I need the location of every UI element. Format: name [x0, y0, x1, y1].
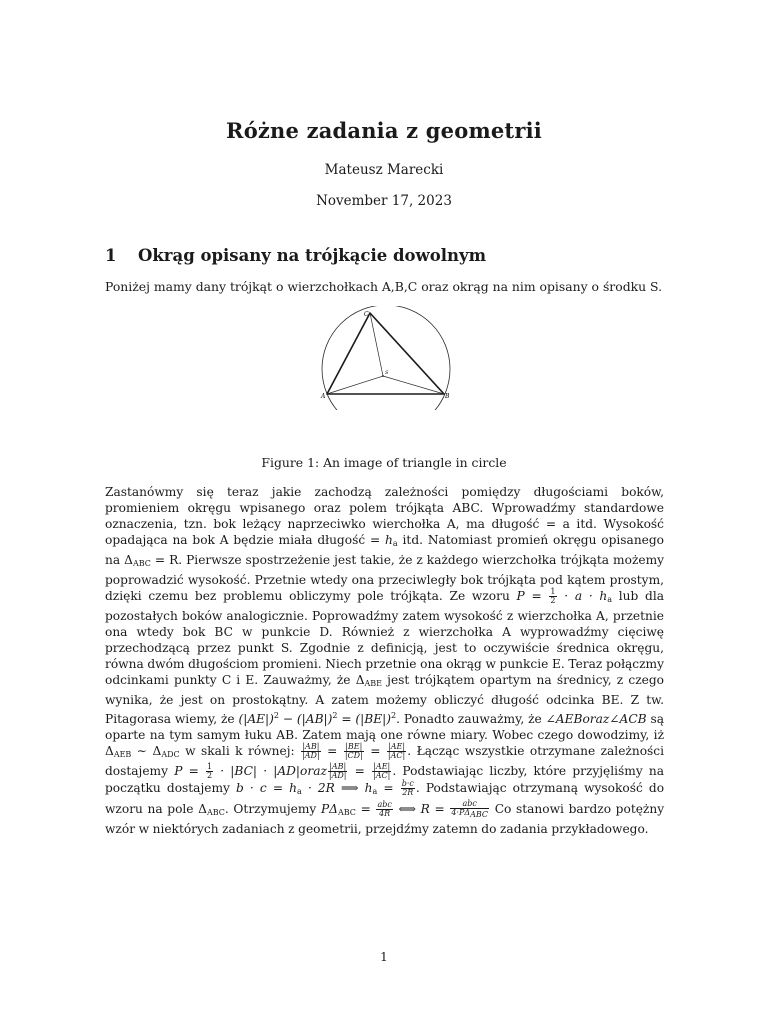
fraction-denominator: |CD| — [344, 751, 363, 760]
center-label-s: S — [385, 370, 389, 376]
body-text: są oparte na tym samym łuku AB. Zatem mają one równe miary. Wobec czego dowodzimy, iż — [105, 712, 664, 742]
section-number: 1 — [105, 246, 117, 265]
math-symbol: = — [354, 764, 365, 778]
fraction-numerator: |BE| — [345, 742, 363, 751]
math-fraction — [450, 800, 489, 819]
body-text: . Podstawiając otrzymaną wysokość do wzoru na pole — [105, 781, 665, 816]
math-subscript: ABE — [364, 679, 382, 688]
math-subscript: ABC — [132, 559, 151, 568]
math-formula: − (|AB|) — [282, 712, 333, 726]
math-subscript: a — [297, 787, 302, 796]
math-symbol: h — [385, 533, 393, 547]
math-symbol: Δ — [152, 744, 162, 758]
fraction-denominator: 4R — [379, 809, 391, 818]
section-title: Okrąg opisany na trójkącie dowolnym — [138, 246, 487, 265]
math-superscript: 2 — [273, 711, 279, 720]
intro-paragraph: Poniżej mamy dany trójkąt o wierzchołkach A,B,C oraz okrąg na nim opisany o środku S. — [105, 279, 663, 294]
fraction-denominator: |AC| — [373, 771, 391, 780]
math-subscript: AEB — [113, 750, 132, 759]
fraction-numerator: |AE| — [388, 742, 406, 751]
segment-cs — [370, 313, 383, 376]
body-text: = R. Pierwsze spostrzeżenie jest takie, że z każdego wierzchołka trójkąta możemy poprowadzić wysokość. Przetnie wtedy ona przeciwległy bok trójkąta pod kątem prostym, dzięki czemu bez problemu obliczymy pole trójkąta. Ze wzoru — [105, 553, 665, 603]
body-text: . Podstawiając liczby, które przyjęliśmy na początku dostajemy — [105, 764, 665, 795]
fraction-denominator-text: 4·PΔ — [451, 808, 471, 817]
math-subscript: ABC — [337, 808, 356, 817]
math-superscript: 2 — [332, 711, 338, 720]
math-superscript: 2 — [391, 711, 397, 720]
math-fraction — [376, 801, 392, 818]
triangle-in-circle-figure — [314, 306, 462, 410]
math-symbol: h — [364, 781, 373, 795]
iff-symbol: ⟺ — [398, 802, 416, 816]
math-formula: PΔ — [320, 802, 338, 816]
math-symbol: ∼ — [136, 744, 148, 758]
document-author: Mateusz Marecki — [324, 162, 444, 178]
fraction-numerator: b·c — [401, 779, 414, 788]
section-heading — [105, 246, 665, 265]
math-formula: · 2R — [307, 781, 335, 795]
fraction-denominator — [450, 809, 489, 819]
vertex-label-c: C — [364, 311, 369, 318]
body-text: . Ponadto zauważmy, że — [396, 712, 542, 726]
math-formula: b · c = h — [236, 781, 298, 795]
math-formula: R = — [420, 802, 445, 816]
math-symbol: = — [383, 781, 394, 795]
fraction-numerator: |AE| — [373, 762, 391, 771]
math-subscript: a — [607, 595, 613, 604]
math-formula: · a · h — [564, 589, 608, 603]
math-fraction — [549, 588, 556, 605]
body-text: itd. Natomiast promień okręgu opisanego na — [105, 533, 665, 567]
math-fraction — [301, 743, 321, 760]
body-paragraph: Zastanówmy się teraz jakie zachodzą zależności pomiędzy długościami boków, promieniem okręgu wpisanego oraz polem trójkąta ABC. Wprowadźmy standardowe oznaczenia, tzn. bok leżący naprzeciwko wierchołka A, ma długość = a itd. Wysokość opadająca na bok A będzie miała długość = $h_a$ itd. Natomiast promień okręgu opisanego na $\Delta_{ABC} = R$. Pierwsze spostrzeżenie jest takie, że z każdego wierzchołka trójkąta możemy poprowadzić wysokość. Przetnie wtedy ona przeciwległy bok trójkąta pod kątem prostym, dzięki czemu bez problemu obliczymy pole trójkąta. Ze wzoru P = $\frac{1}{2}$ · $a \cdot h_a$ lub dla pozostałych boków analogicznie. Poprowadźmy zatem wysokość z wierzchołka A, przetnie ona wtedy bok BC w punkcie D. Również z wierzchołka A wyprowadźmy cięciwę przechodzącą przez punkt S. Zgodnie z definicją, jest to oczywiście średnica okręgu, równa dwóm długościom promieni. Niech przetnie ona okrąg w punkcie E. Teraz połączmy odcinkami punkty C i E. Zauważmy, że $\Delta_{ABE}$ jest trójkątem opartym na średnicy, z czego wynika, że jest on prostokątny. A zatem możemy obliczyć długość odcinka BE. Z tw. Pitagorasa wiemy, że $(|AE|)^2 - (|AB|)^2 = (|BE|)^2$. Ponadto zauważmy, że ∠AEBoraz∠ACB są oparte na tym samym łuku AB. Zatem mają one równe miary. Wobec czego dowodzimy, iż $\Delta_{AEB}$ ∼ $\Delta_{ADC}$ w skali k równej: $\frac{|AB|}{|AD|}$ = $\frac{|BE|}{|CD|}$ = $\frac{|AE|}{|AC|}$ . Łącząc wszystkie otrzymane zależności dostajemy P = $\frac{1}{2}$ · |BC| · |AD|oraz $\frac{|AB|}{|AD|}$ = $\frac{|AE|}{|AC|}$ . Podstawiając liczby, które przyjęliśmy na początku dostajemy $b \cdot c = h_a \cdot 2R$ ⟹ $h_a$ = $\frac{b\cdot c}{2R}$ . Podstawiając otrzymaną wysokość do wzoru na pole $\Delta_{ABC}$. Otrzymujemy $P\Delta_{ABC}$ = $\frac{\text{abc}}{4R}$ ⟺ R = $\frac{\text{abc}}{4\cdot P\Delta_{ABC}}$ Co stanowi bardzo potężny wzór w niektórych zadaniach z geometrii, przejdźmy zatemn do zadania przykładowego. — [105, 485, 665, 836]
math-formula: (|AE|) — [238, 712, 274, 726]
math-formula: = (|BE|) — [341, 712, 392, 726]
math-formula: · |BC| · |AD|oraz — [220, 764, 327, 778]
body-text: Zastanówmy się teraz jakie zachodzą zależności pomiędzy długościami boków, promieniem okręgu wpisanego oraz polem trójkąta ABC. Wprowadźmy standardowe oznaczenia, tzn. bok leżący naprzeciwko wierchołka A, ma długość = a itd. Wysokość opadająca na bok A będzie miała długość = — [105, 485, 664, 547]
math-subscript: ADC — [161, 750, 180, 759]
math-formula: P = — [516, 589, 542, 603]
math-subscript: a — [372, 787, 378, 796]
math-fraction — [387, 743, 406, 760]
fraction-denominator: |AD| — [328, 771, 347, 780]
math-symbol: Δ — [355, 673, 365, 687]
math-subscript: a — [392, 539, 398, 548]
implies-symbol: ⟹ — [340, 781, 359, 795]
body-text: lub dla pozostałych boków analogicznie. Poprowadźmy zatem wysokość z wierzchołka A, przetnie ona wtedy bok BC w punkcie D. Również z wierzchołka A wyprowadźmy cięciwę przechodzącą przez punkt S. Zgodnie z definicją, jest to oczywiście średnica okręgu, równa dwóm długościom promieni. Niech przetnie ona okrąg w punkcie E. Teraz połączmy odcinkami punkty C i E. Zauważmy, że — [105, 589, 665, 687]
triangle-abc — [327, 313, 444, 394]
fraction-numerator: 1 — [206, 762, 213, 771]
math-fraction — [206, 763, 213, 780]
math-formula: ∠AEBoraz∠ACB — [545, 712, 647, 726]
math-symbol: = — [360, 802, 371, 816]
math-subscript: ABC — [470, 810, 489, 819]
vertex-label-a: A — [321, 393, 326, 400]
fraction-denominator: 2R — [402, 788, 414, 797]
fraction-numerator: |AB| — [329, 762, 347, 771]
math-fraction — [372, 763, 391, 780]
vertex-label-b: B — [445, 393, 450, 400]
fraction-denominator: 2 — [206, 771, 213, 780]
document-title: Różne zadania z geometrii — [226, 118, 542, 143]
figure-caption: Figure 1: An image of triangle in circle — [261, 455, 507, 470]
math-fraction — [328, 763, 348, 780]
math-fraction — [344, 743, 364, 760]
math-symbol: Δ — [124, 553, 133, 567]
math-symbol: Δ — [198, 802, 207, 816]
fraction-numerator: 1 — [550, 587, 556, 596]
body-text: . Otrzymujemy — [224, 802, 317, 816]
math-symbol: Δ — [105, 744, 114, 758]
fraction-numerator: abc — [450, 800, 489, 809]
math-formula: P = — [174, 764, 199, 778]
body-text: w skali k równej: — [185, 744, 295, 758]
fraction-denominator: |AC| — [387, 751, 406, 760]
body-text: . Łącząc wszystkie otrzymane zależności dostajemy — [105, 744, 665, 778]
fraction-numerator: |AB| — [302, 742, 320, 751]
fraction-denominator: |AD| — [302, 751, 320, 760]
center-point — [382, 375, 384, 377]
math-fraction — [401, 780, 415, 797]
fraction-denominator: 2 — [550, 596, 556, 605]
fraction-numerator: abc — [377, 800, 392, 809]
document-date: November 17, 2023 — [316, 193, 452, 209]
math-subscript: ABC — [206, 808, 225, 817]
page-number: 1 — [380, 950, 388, 964]
body-text: Co stanowi bardzo potężny wzór w niektórych zadaniach z geometrii, przejdźmy zatemn do zadania przykładowego. — [105, 802, 665, 836]
body-text: jest trójkątem opartym na średnicy, z czego wynika, że jest on prostokątny. A zatem możemy obliczyć długość odcinka BE. Z tw. Pitagorasa wiemy, że — [105, 673, 664, 726]
